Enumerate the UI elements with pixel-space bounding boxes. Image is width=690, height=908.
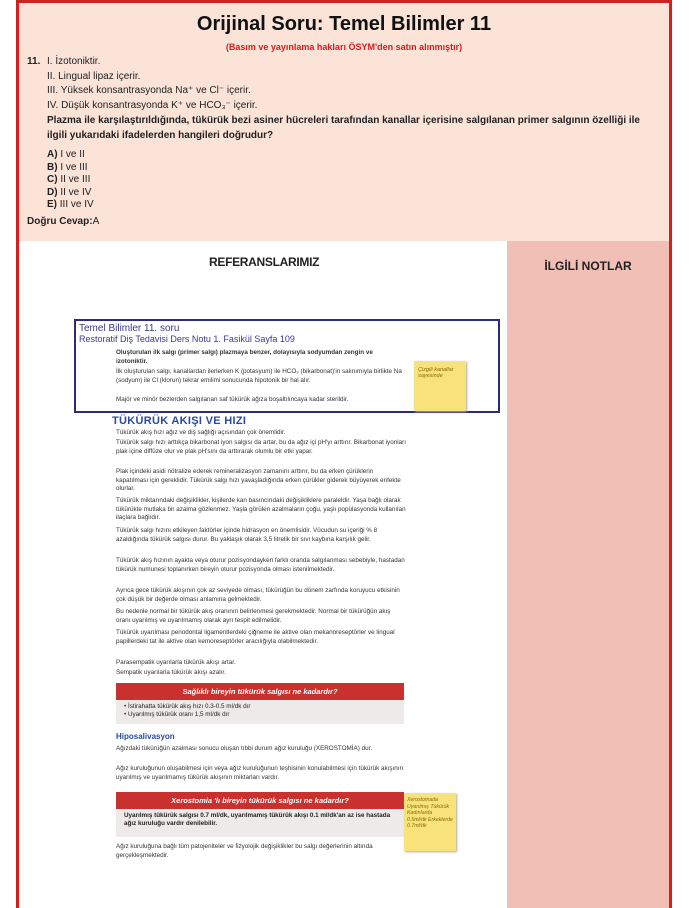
info-box-title: Sağlıklı bireyin tükürük salgısı ne kadardır? (116, 683, 404, 700)
statement-item: I. İzotoniktir. (47, 56, 101, 67)
book-paragraph: Plak içindeki asidi nötralize ederek remineralizasyon zamanını arttırır, bu da erken çürüklerin kapatılması için gereklidir. Tükürük salgı hızı yavaşladığında erken çürükler giderek büyüyerek enfekte olurlar. (116, 468, 401, 493)
notes-panel (507, 241, 669, 908)
option-b: B) I ve III (47, 161, 88, 173)
subsection-heading: Hiposalivasyon (116, 732, 175, 741)
source-box (74, 319, 500, 347)
book-paragraph: Ağız kuruluğuna bağlı tüm patojeniteler ve fizyolojik değişiklikler bu salgı değerlerinin altında gerçekleşmektedir. (116, 843, 373, 859)
info-box-body: • İstirahatta tükürük akış hızı 0.3-0.5 ml/dk dır • Uyarılmış tükürük oranı 1,5 ml/dk dır (116, 700, 404, 724)
notes-title: İLGİLİ NOTLAR (544, 259, 632, 273)
page-frame (16, 0, 672, 908)
section-heading: TÜKÜRÜK AKIŞI VE HIZI (112, 415, 247, 427)
book-paragraph: Ayrıca gece tükürük akışının çok az seviyede olması, tükürüğün bu dönem zarfında koruyucu etkisinin çok düşük bir değerde olması anlamına gelmektedir. (116, 587, 400, 603)
option-e: E) III ve IV (47, 199, 94, 210)
source-line-2: Restoratif Diş Tedavisi Ders Notu 1. Fasikül Sayfa 109 (79, 334, 295, 344)
book-paragraph: Tükürük akış hızı ağız ve diş sağlığı açısından çok önemlidir. (116, 429, 286, 436)
book-page-image (74, 347, 500, 908)
book-paragraph: Tükürük uyarılması periodontal ligamentlerdeki çiğneme ile aktive olan mekanoreseptörler ve lingual papillerdeki tat ile aktive olan kemoreseptörler aracılığıyla olabilmektedir. (116, 629, 395, 645)
question-section (19, 3, 669, 241)
book-paragraph: Parasempatik uyarılarla tükürük akışı artar. (116, 659, 236, 666)
statement-list (47, 55, 647, 113)
question-number: 11. (27, 56, 41, 67)
info-box-body: Uyarılmış tükürük salgısı 0.7 ml/dk, uyarılmamış tükürük akışı 0.1 ml/dk'an az ise hastada ağız kuruluğu vardır denilebilir. (116, 809, 404, 837)
statement-item: IV. Düşük konsantrasyonda K⁺ ve HCO₃⁻ içerir. (47, 99, 258, 111)
page-title: Orijinal Soru: Temel Bilimler 11 (196, 13, 492, 35)
book-paragraph: Ağızdaki tükürüğün azalması sonucu oluşan tıbbi durum ağız kuruluğu (XEROSTOMİA) dur. (116, 745, 373, 752)
book-paragraph: Tükürük salgı hızı arttıkça bikarbonat iyon salgısı da artar, bu da ağız içi pH'yı arttırır. Bikarbonat iyonları plak içine diffüze olur ve plak pH'sını da arttırarak olumlu bir etki yapar. (116, 439, 406, 455)
book-paragraph: Majör ve minör bezlerden salgılanan saf tükürük ağıza boşaltılıncaya kadar sterildir. (116, 396, 349, 403)
statement-item: III. Yüksek konsantrasyonda Na⁺ ve Cl⁻ içerir. (47, 85, 251, 96)
book-paragraph: Tükürük miktarındaki değişiklikler, kişilerde kan basıncındaki değişikliklere paraleldir. Yaşa bağlı olarak tükürükte mutlaka bir azalma gözlenmez. Yaşla görülen azalmaların çoğu, yaşlı popülasyonda kullanılan ilaçlara bağlıdır. (116, 497, 406, 522)
question-block (27, 55, 647, 212)
info-box-title: Xerostomia 'lı bireyin tükürük salgısı ne kadardır? (116, 792, 404, 809)
source-line-1: Temel Bilimler 11. soru (79, 323, 180, 334)
references-title: REFERANSLARIMIZ (209, 255, 320, 269)
option-c: C) II ve III (47, 174, 91, 185)
options-list (47, 149, 647, 212)
book-paragraph: İlk oluşturulan salgı, kanallardan ilerlerken K (potasyum) ile HCO₃ (bikarbonat)'in salınımıyla birlikte Na (sodyum) ile Cl (klorun) tekrar emilimi sonucunda hipotonik bir hal alır. (116, 368, 402, 384)
book-paragraph: Bu nedenle normal bir tükürük akış oranının belirlenmesi gerekmektedir. Normal bir tükürüğün akış oranı uyarılmış ve uyarılmamış olarak ayrı tespit edilmelidir. (116, 608, 391, 624)
sticky-note: Xerostomada Uyarılmış Tükürük Kadınlarda 0.5ml/dk Erkeklerde 0.7ml/dk (404, 793, 456, 851)
book-paragraph: Tükürük salgı hızını etkileyen faktörler içinde hidrasyon en önemlisidir. Vücudun su içeriği % 8 azaldığında tükürük salgısı durur. Bu yaklaşık olarak 3,5 litrelik bir sıvı kaybına karşılık gelir. (116, 527, 378, 543)
book-paragraph: Oluşturulan ilk salgı (primer salgı) plazmaya benzer, dolayısıyla sodyumdan zengin ve izotoniktir. (116, 349, 373, 365)
option-d: D) II ve IV (47, 186, 92, 198)
statement-item: II. Lingual lipaz içerir. (47, 70, 141, 82)
book-paragraph: Tükürük akış hızının ayakta veya oturur pozisyondayken farklı oranda salgılanması sebebiyle, hastadan tükürük numunesi toplanırken bireyin oturur pozisyonda olması istenilmektedir. (116, 557, 405, 573)
question-stem: Plazma ile karşılaştırıldığında, tükürük bezi asiner hücreleri tarafından kanallar içerisine salgılanan primer salgının özelliği ile ilgili yukarıdaki ifadelerden hangileri doğrudur? (47, 115, 640, 141)
correct-answer: Doğru Cevap:A (27, 216, 100, 227)
sticky-note: Çizgili kanallar sayesinde (414, 361, 466, 411)
option-a: A) I ve II (47, 149, 85, 160)
references-panel (19, 241, 507, 908)
book-paragraph: Sempatik uyarılarla tükürük akışı azalır. (116, 669, 226, 676)
copyright-note: (Basım ve yayınlama hakları ÖSYM'den satın alınmıştır) (225, 42, 463, 52)
book-paragraph: Ağız kuruluğunun oluşabilmesi için veya ağız kuruluğunun teşhisinin konulabilmesi için tükürük akışının uyarılmış ve uyarılmamış tükürük akışının miktarları vardır. (116, 765, 404, 781)
